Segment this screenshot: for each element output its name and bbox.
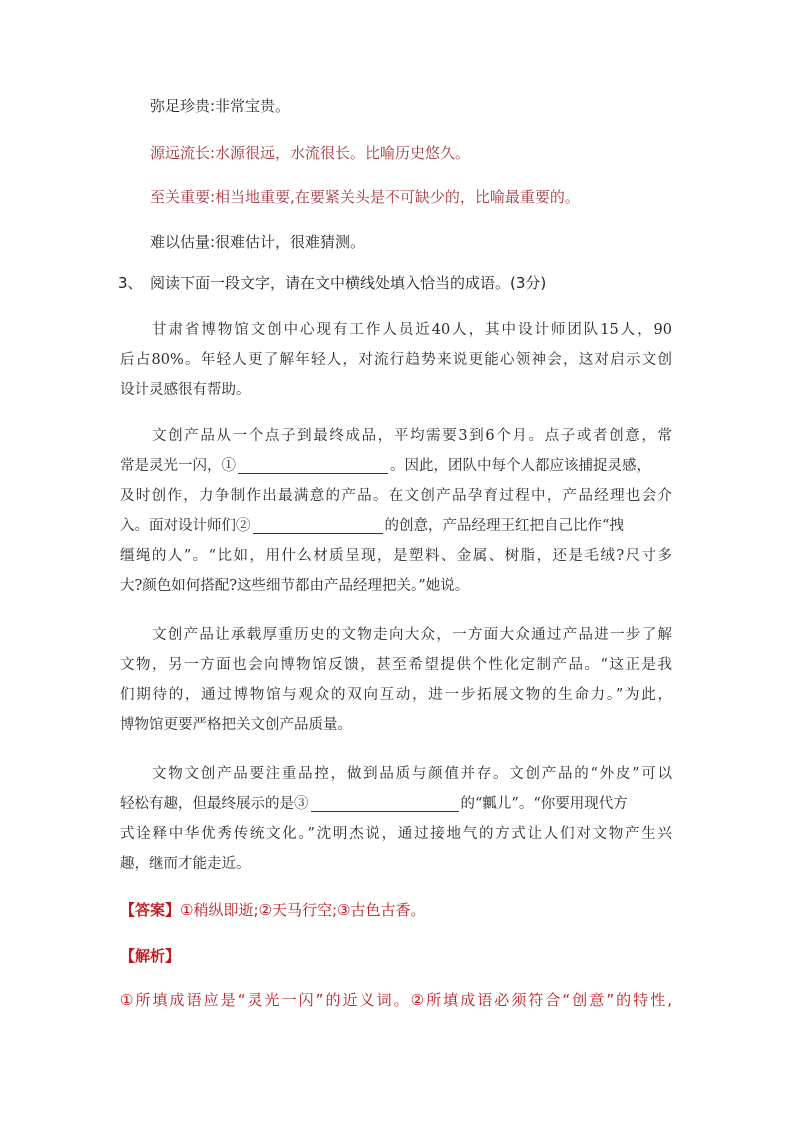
passage-text: 常是灵光一闪，①	[120, 458, 236, 474]
definition-yuanyuanliuchang: 源远流长:水源很远，水流很长。比喻历史悠久。	[150, 144, 471, 162]
answer-blank-2[interactable]	[253, 515, 383, 534]
answer-text: ①稍纵即逝;②天马行空;③古色古香。	[180, 901, 426, 919]
passage-paragraph-4	[120, 759, 672, 879]
definition-nanyiguliang: 难以估量:很难估计，很难猜测。	[150, 233, 366, 251]
passage-line	[120, 511, 672, 541]
passage-paragraph-1	[120, 315, 672, 405]
passage-text: 轻松有趣，但最终展示的是③	[120, 796, 309, 812]
passage-line	[120, 451, 672, 481]
passage-line	[120, 789, 672, 819]
answer-blank-1[interactable]	[238, 455, 388, 474]
passage-line: 及时创作，力争制作出最满意的产品。在文创产品孕育过程中，产品经理也会介	[120, 488, 672, 504]
passage-line: 大?颜色如何搭配?这些细节都由产品经理把关。”她说。	[120, 578, 470, 594]
passage-line: 博物馆更要严格把关文创产品质量。	[120, 717, 352, 733]
passage-text: 入。面对设计师们②	[120, 518, 251, 534]
passage-text: 的创意，产品经理王红把自己比作“拽	[384, 518, 624, 534]
answer-blank-3[interactable]	[311, 793, 459, 812]
passage-line: 后占80%。年轻人更了解年轻人，对流行趋势来说更能心领神会，这对启示文创	[120, 352, 672, 368]
question-3	[118, 273, 546, 293]
passage-line: 们期待的，通过博物馆与观众的双向互动，进一步拓展文物的生命力。”为此，	[120, 687, 672, 703]
passage-line: 设计灵感很有帮助。	[120, 382, 251, 398]
question-text: 阅读下面一段文字，请在文中横线处填入恰当的成语。(3分)	[150, 274, 547, 292]
passage-text: 。因此，团队中每个人都应该捕捉灵感，	[390, 458, 651, 474]
passage-line: 趣，继而才能走近。	[120, 856, 251, 872]
analysis-label: 【解析】	[120, 947, 181, 965]
passage-paragraph-2	[120, 421, 672, 601]
passage-line: 文物文创产品要注重品控，做到品质与颜值并存。文创产品的“外皮”可以	[152, 766, 672, 782]
passage-text: 的“瓤儿”。“你要用现代方	[460, 796, 628, 812]
question-number: 3、	[118, 274, 143, 292]
answer-section	[120, 898, 425, 922]
answer-label: 【答案】	[120, 901, 181, 919]
definition-mizuzhengui: 弥足珍贵:非常宝贵。	[150, 97, 291, 115]
passage-line: 缰绳的人”。“比如，用什么材质呈现，是塑料、金属、树脂，还是毛绒?尺寸多	[120, 548, 672, 564]
definition-zhiguanzhongyao: 至关重要:相当地重要,在要紧关头是不可缺少的，比喻最重要的。	[150, 188, 580, 206]
passage-line: 甘肃省博物馆文创中心现有工作人员近40人，其中设计师团队15人，90	[152, 322, 672, 338]
passage-paragraph-3	[120, 620, 672, 740]
passage-line: 文物，另一方面也会向博物馆反馈，甚至希望提供个性化定制产品。“这正是我	[120, 657, 672, 673]
passage-line: 文创产品从一个点子到最终成品，平均需要3到6个月。点子或者创意，常	[152, 428, 672, 444]
passage-line: 式诠释中华优秀传统文化。”沈明杰说，通过接地气的方式让人们对文物产生兴	[120, 826, 672, 842]
analysis-text: ①所填成语应是“灵光一闪”的近义词。②所填成语必须符合“创意”的特性,	[120, 991, 672, 1009]
passage-line: 文创产品让承载厚重历史的文物走向大众，一方面大众通过产品进一步了解	[152, 627, 672, 643]
